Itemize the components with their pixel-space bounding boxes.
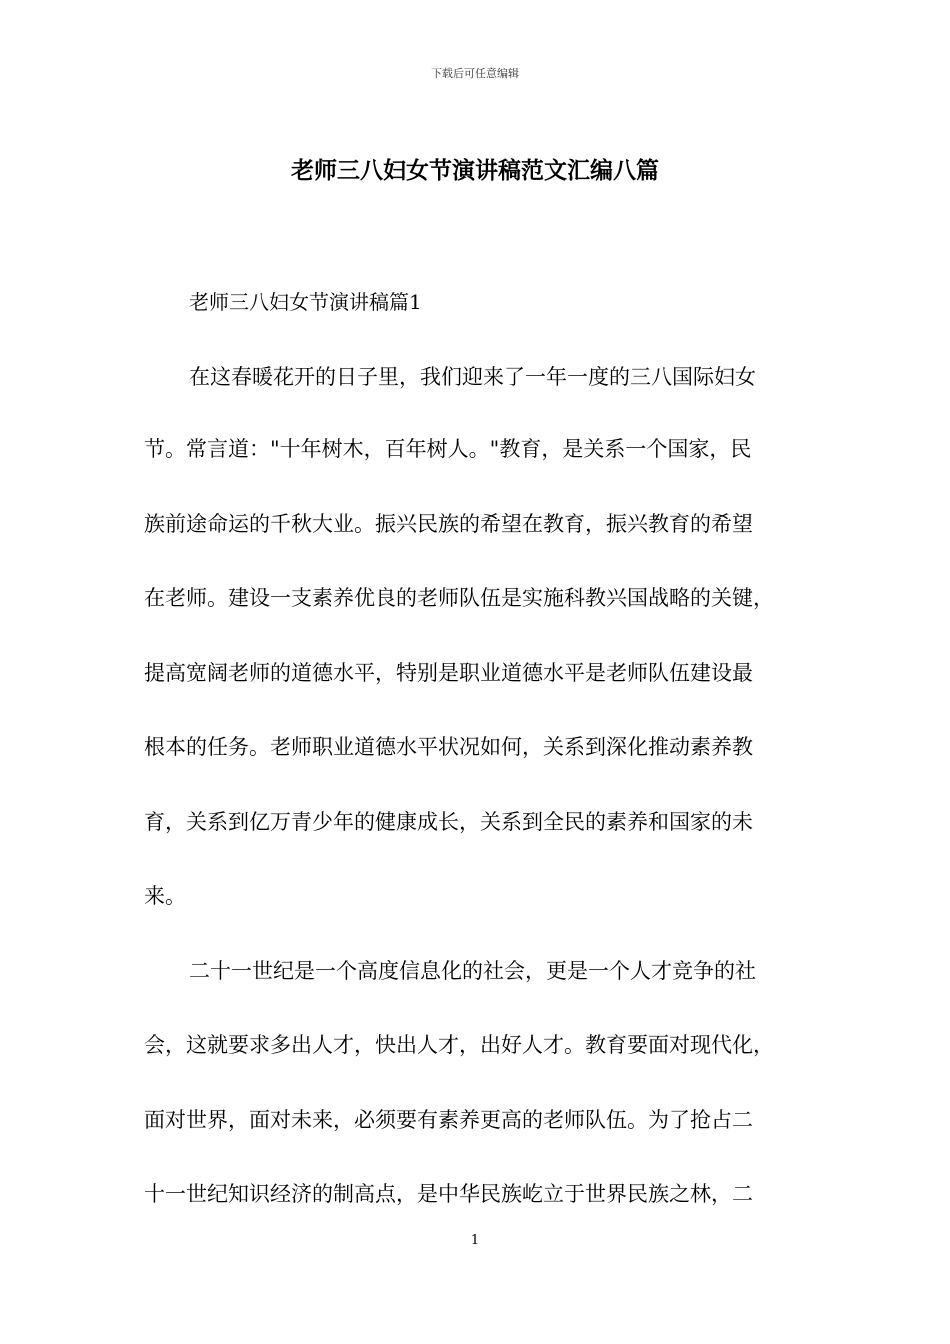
paragraph-line: 在老师。建设一支素养优良的老师队伍是实施科教兴国战略的关键， [144, 586, 774, 610]
page-number: 1 [470, 1233, 480, 1248]
paragraph-line: 面对世界，面对未来，必须要有素养更高的老师队伍。为了抢占二 [144, 1108, 753, 1132]
section-heading: 老师三八妇女节演讲稿篇1 [189, 290, 422, 314]
paragraph-line: 根本的任务。老师职业道德水平状况如何，关系到深化推动素养教 [144, 735, 753, 759]
page-header-note: 下载后可任意编辑 [431, 67, 519, 80]
paragraph-line: 族前途命运的千秋大业。振兴民族的希望在教育，振兴教育的希望 [144, 512, 753, 536]
paragraph-line: 二十一世纪是一个高度信息化的社会，更是一个人才竞争的社 [189, 959, 756, 983]
paragraph-line: 十一世纪知识经济的制高点，是中华民族屹立于世界民族之林，二 [144, 1182, 753, 1206]
paragraph-line: 来。 [144, 884, 186, 908]
paragraph-line: 会，这就要求多出人才，快出人才，出好人才。教育要面对现代化， [144, 1033, 774, 1057]
paragraph-line: 提高宽阔老师的道德水平，特别是职业道德水平是老师队伍建设最 [144, 661, 753, 685]
paragraph-line: 在这春暖花开的日子里，我们迎来了一年一度的三八国际妇女 [189, 365, 756, 389]
paragraph-line: 节。常言道："十年树木，百年树人。"教育，是关系一个国家，民 [144, 437, 752, 461]
document-title: 老师三八妇女节演讲稿范文汇编八篇 [291, 157, 659, 184]
paragraph-line: 育，关系到亿万青少年的健康成长，关系到全民的素养和国家的未 [144, 810, 753, 834]
